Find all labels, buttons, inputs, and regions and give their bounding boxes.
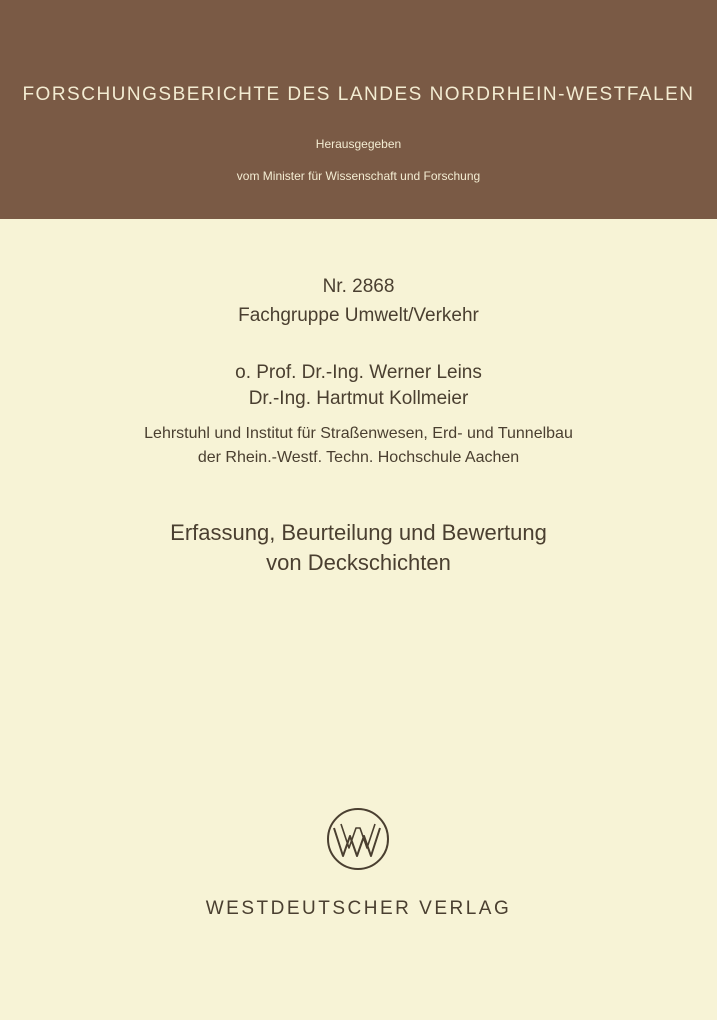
publisher-name: WESTDEUTSCHER VERLAG bbox=[205, 898, 512, 919]
institution-line-1: Lehrstuhl und Institut für Straßenwesen, Erd- und Tunnelbau bbox=[144, 425, 573, 442]
book-title-line-1: Erfassung, Beurteilung und Bewertung bbox=[170, 520, 547, 545]
subject-group: Fachgruppe Umwelt/Verkehr bbox=[238, 305, 479, 326]
book-title-line-2: von Deckschichten bbox=[266, 550, 451, 575]
editor-line-herausgegeben: Herausgegeben bbox=[315, 137, 402, 151]
author-2: Dr.-Ing. Hartmut Kollmeier bbox=[248, 388, 469, 409]
author-1: o. Prof. Dr.-Ing. Werner Leins bbox=[235, 362, 482, 383]
report-number: Nr. 2868 bbox=[322, 276, 395, 297]
editor-line-minister: vom Minister für Wissenschaft und Forschung bbox=[236, 169, 481, 183]
westdeutscher-verlag-logo-icon bbox=[325, 806, 391, 872]
institution-line-2: der Rhein.-Westf. Techn. Hochschule Aachen bbox=[197, 449, 520, 466]
series-title: FORSCHUNGSBERICHTE DES LANDES NORDRHEIN-WESTFALEN bbox=[22, 84, 695, 105]
header-band bbox=[0, 0, 717, 219]
